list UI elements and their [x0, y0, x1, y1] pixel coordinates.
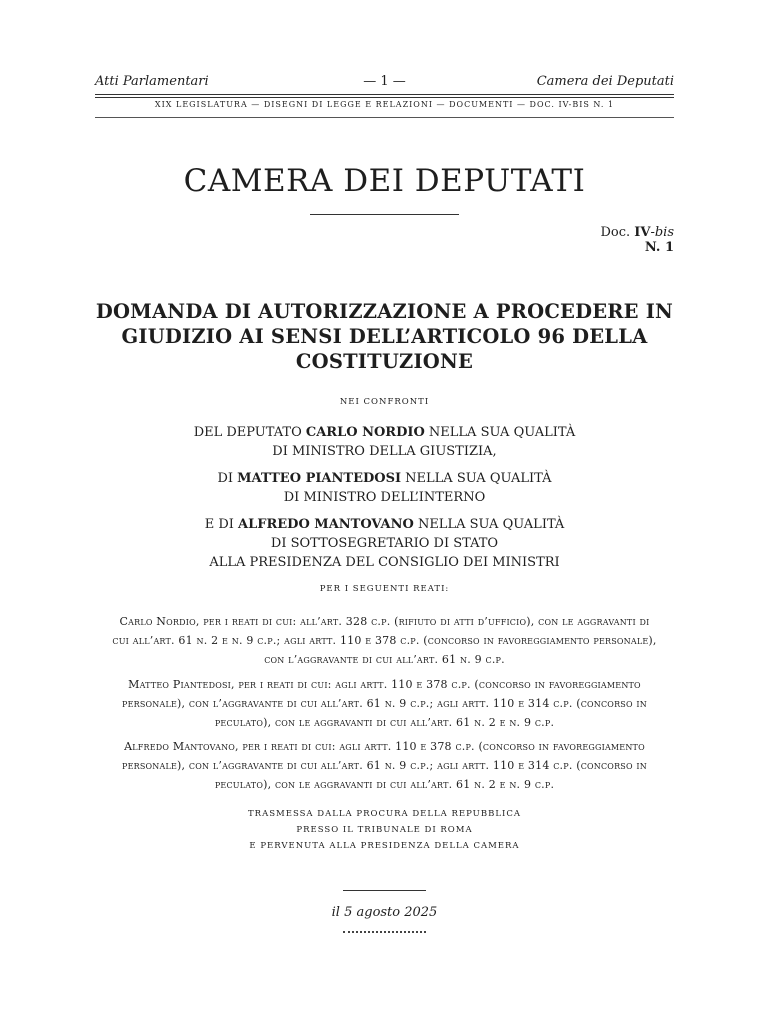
crime-line: Alfredo Mantovano, per i reati di cui: agli artt. 110 e 378 c.p. (concorso in favoreggiamento	[124, 740, 645, 753]
person-suffix: NELLA SUA QUALITÀ	[413, 517, 565, 532]
doc-ref-prefix: Doc.	[600, 225, 635, 240]
crime-line: con l’aggravante di cui all’art. 61 n. 9 c.p.	[264, 653, 505, 666]
transmission-line: PRESSO IL TRIBUNALE DI ROMA	[296, 825, 473, 835]
person-role: ALLA PRESIDENZA DEL CONSIGLIO DEI MINISTRI	[209, 555, 560, 570]
person-role: DI SOTTOSEGRETARIO DI STATO	[270, 536, 499, 551]
crime-line: peculato), con le aggravanti di cui all’art. 61 n. 2 e n. 9 c.p.	[214, 778, 555, 791]
document-page	[95, 0, 674, 1024]
person-block	[95, 515, 674, 572]
running-header	[95, 74, 674, 92]
crime-line: Matteo Piantedosi, per i reati di cui: agli artt. 110 e 378 c.p. (concorso in favoreggiamento	[128, 678, 641, 691]
crime-line: personale), con l’aggravante di cui all’art. 61 n. 9 c.p.; agli artt. 110 e 314 c.p. (concorso in	[122, 697, 647, 710]
transmission-line: TRASMESSA DALLA PROCURA DELLA REPUBBLICA	[248, 809, 521, 819]
person-prefix: E DI	[204, 517, 239, 532]
crime-line: peculato), con le aggravanti di cui all’art. 61 n. 2 e n. 9 c.p.	[214, 716, 555, 729]
crime-paragraph	[95, 612, 674, 669]
crime-paragraph	[95, 675, 674, 732]
transmission-note	[95, 806, 674, 854]
footer-dotted-rule	[343, 931, 426, 933]
header-left: Atti Parlamentari	[95, 74, 209, 89]
doc-ref-n: N. 1	[644, 240, 674, 255]
doc-ref-suffix: -bis	[650, 225, 674, 240]
person-role: DI MINISTRO DELL’INTERNO	[283, 490, 486, 505]
person-name: ALFREDO MANTOVANO	[238, 517, 414, 532]
transmission-line: E PERVENUTA ALLA PRESIDENZA DELLA CAMERA	[249, 841, 520, 851]
header-right: Camera dei Deputati	[536, 74, 674, 89]
page-title: CAMERA DEI DEPUTATI	[183, 163, 586, 199]
header-rule	[95, 94, 674, 95]
document-headline: DOMANDA DI AUTORIZZAZIONE A PROCEDERE IN GIUDIZIO AI SENSI DELL’ARTICOLO 96 DELLA COSTITUZIONE	[95, 300, 674, 373]
title-divider	[310, 214, 459, 215]
person-block	[95, 469, 674, 507]
header-rule	[95, 97, 674, 98]
doc-ref-number: IV	[634, 225, 651, 240]
crime-line: personale), con l’aggravante di cui all’art. 61 n. 9 c.p.; agli artt. 110 e 314 c.p. (concorso in	[122, 759, 647, 772]
person-prefix: DI	[217, 471, 238, 486]
document-date: il 5 agosto 2025	[331, 905, 438, 920]
person-name: MATTEO PIANTEDOSI	[237, 471, 402, 486]
document-reference	[600, 225, 674, 255]
person-block	[95, 423, 674, 461]
footer-rule	[343, 890, 426, 891]
person-role: DI MINISTRO DELLA GIUSTIZIA,	[272, 444, 497, 459]
person-suffix: NELLA SUA QUALITÀ	[401, 471, 552, 486]
reati-label: PER I SEGUENTI REATI:	[319, 584, 450, 594]
person-name: CARLO NORDIO	[305, 425, 425, 440]
page-number: — 1 —	[363, 74, 406, 89]
crime-paragraph	[95, 737, 674, 794]
person-prefix: DEL DEPUTATO	[193, 425, 306, 440]
nei-confronti-label: NEI CONFRONTI	[339, 397, 430, 407]
crime-line: Carlo Nordio, per i reati di cui: all’art. 328 c.p. (rifiuto di atti d’ufficio), con le aggravanti di	[119, 615, 650, 628]
header-subtitle: XIX LEGISLATURA — DISEGNI DI LEGGE E RELAZIONI — DOCUMENTI — DOC. IV-BIS N. 1	[154, 100, 615, 109]
person-suffix: NELLA SUA QUALITÀ	[424, 425, 576, 440]
crime-line: cui all’art. 61 n. 2 e n. 9 c.p.; agli artt. 110 e 378 c.p. (concorso in favoreggiamento personale),	[112, 634, 657, 647]
header-rule	[95, 117, 674, 118]
